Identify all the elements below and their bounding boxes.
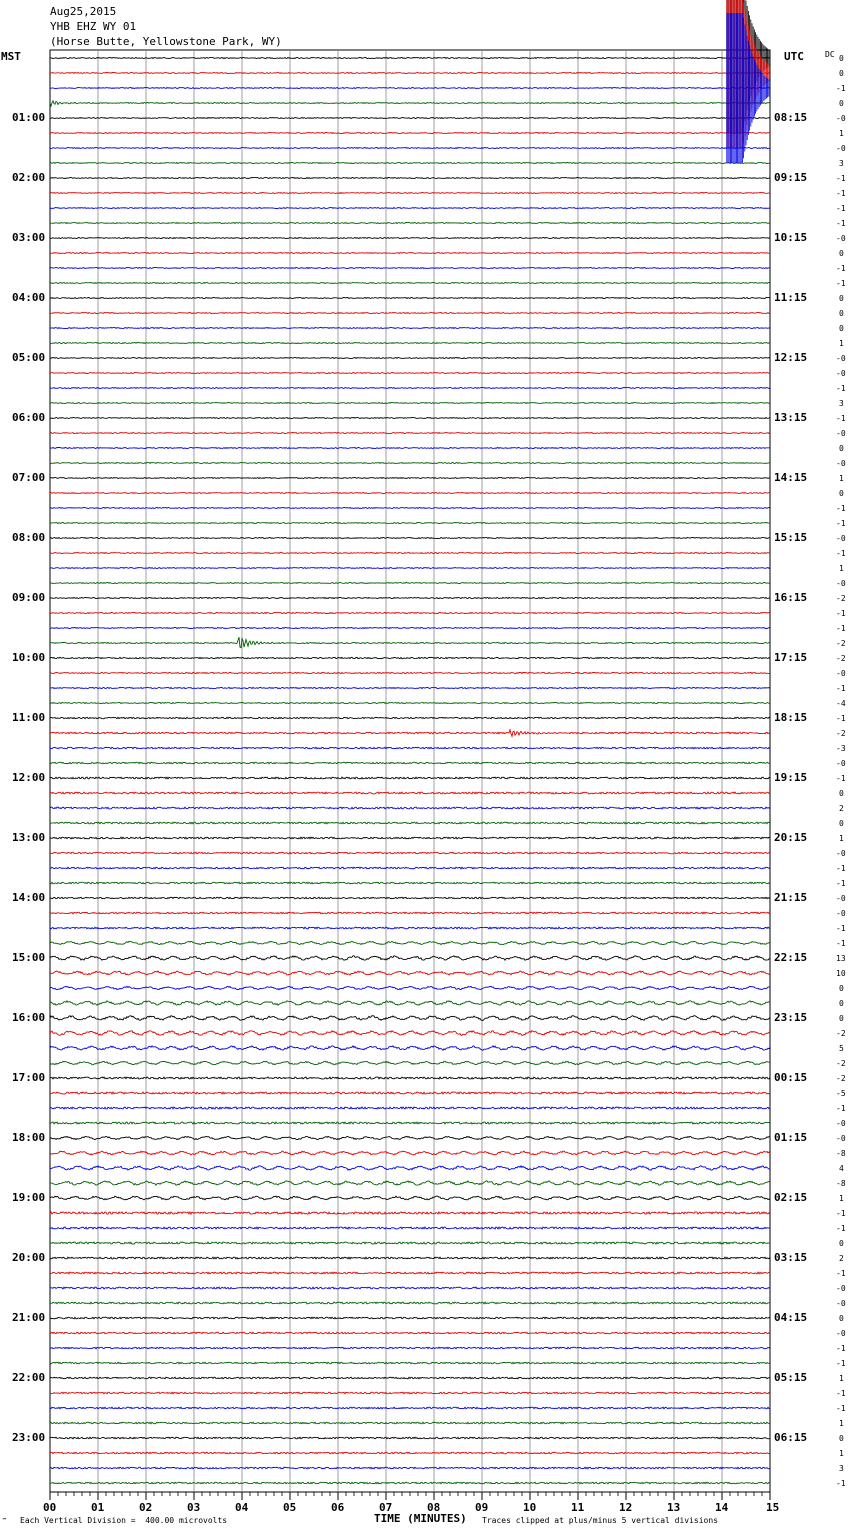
left-hour-label: 21:00	[12, 1311, 46, 1324]
dc-offset-header: DC	[825, 50, 835, 59]
dc-offset-value: 0	[839, 789, 844, 798]
left-hour-label: 12:00	[12, 771, 46, 784]
dc-offset-value: -8	[836, 1179, 846, 1188]
right-hour-label: 16:15	[774, 591, 808, 604]
dc-offset-value: -3	[836, 744, 846, 753]
dc-offset-value: 1	[839, 834, 844, 843]
dc-offset-value: 1	[839, 129, 844, 138]
x-tick-label: 14	[715, 1501, 729, 1514]
dc-offset-value: -2	[836, 1074, 846, 1083]
dc-offset-value: -2	[836, 1029, 846, 1038]
trace-line-78	[50, 1227, 770, 1229]
left-hour-label: 18:00	[12, 1131, 46, 1144]
right-hour-label: 08:15	[774, 111, 808, 124]
trace-line-51	[50, 822, 770, 824]
dc-offset-value: 4	[839, 1164, 844, 1173]
x-tick-label: 03	[187, 1501, 201, 1514]
dc-offset-value: -0	[836, 1329, 846, 1338]
right-hour-label: 15:15	[774, 531, 808, 544]
trace-line-28	[50, 478, 770, 479]
dc-offset-value: -0	[836, 144, 846, 153]
dc-offset-value: 0	[839, 999, 844, 1008]
trace-line-18	[50, 328, 770, 329]
left-hour-label: 15:00	[12, 951, 46, 964]
trace-line-55	[50, 882, 770, 884]
trace-line-27	[50, 463, 770, 464]
dc-offset-value: 0	[839, 1239, 844, 1248]
dc-offset-value: 3	[839, 159, 844, 168]
trace-line-46	[50, 747, 770, 748]
trace-line-15	[50, 283, 770, 284]
dc-offset-value: 2	[839, 1254, 844, 1263]
dc-offset-value: -1	[836, 174, 846, 183]
right-hour-label: 09:15	[774, 171, 808, 184]
trace-line-5	[50, 133, 770, 134]
left-hour-label: 23:00	[12, 1431, 46, 1444]
dc-offset-value: -1	[836, 204, 846, 213]
trace-line-89	[50, 1392, 770, 1394]
left-hour-label: 08:00	[12, 531, 46, 544]
right-hour-label: 13:15	[774, 411, 808, 424]
dc-offset-value: -1	[836, 924, 846, 933]
trace-line-36	[50, 597, 770, 598]
dc-offset-value: -1	[836, 84, 846, 93]
dc-offset-value: -0	[836, 1134, 846, 1143]
trace-line-80	[50, 1257, 770, 1259]
trace-line-11	[50, 223, 770, 224]
trace-line-79	[50, 1242, 770, 1244]
right-hour-label: 19:15	[774, 771, 808, 784]
trace-line-87	[50, 1362, 770, 1364]
x-tick-label: 05	[283, 1501, 297, 1514]
trace-line-88	[50, 1377, 770, 1379]
trace-line-38	[50, 627, 770, 628]
trace-line-48	[50, 777, 770, 779]
trace-line-71	[50, 1122, 770, 1124]
dc-offset-value: -1	[836, 189, 846, 198]
dc-offset-value: 0	[839, 819, 844, 828]
dc-offset-value: 0	[839, 444, 844, 453]
right-hour-label: 06:15	[774, 1431, 808, 1444]
trace-line-23	[50, 403, 770, 404]
dc-offset-value: -2	[836, 594, 846, 603]
dc-offset-value: 1	[839, 1194, 844, 1203]
dc-offset-value: -0	[836, 759, 846, 768]
trace-line-58	[50, 927, 770, 929]
dc-offset-value: -2	[836, 1059, 846, 1068]
dc-offset-value: 0	[839, 324, 844, 333]
dc-offset-value: -1	[836, 1479, 846, 1488]
right-hour-label: 21:15	[774, 891, 808, 904]
right-hour-label: 20:15	[774, 831, 808, 844]
dc-offset-value: -0	[836, 429, 846, 438]
trace-line-70	[50, 1107, 770, 1109]
x-tick-label: 06	[331, 1501, 345, 1514]
dc-offset-value: 1	[839, 339, 844, 348]
dc-offset-value: -1	[836, 264, 846, 273]
trace-line-53	[50, 852, 770, 854]
dc-offset-value: 0	[839, 489, 844, 498]
x-axis-title: TIME (MINUTES)	[374, 1512, 467, 1525]
trace-line-77	[50, 1212, 770, 1214]
trace-line-14	[50, 268, 770, 269]
trace-line-74	[50, 1166, 770, 1170]
dc-offset-value: 0	[839, 249, 844, 258]
station-location: (Horse Butte, Yellowstone Park, WY)	[50, 35, 282, 48]
trace-line-81	[50, 1272, 770, 1274]
dc-offset-value: -0	[836, 234, 846, 243]
trace-line-35	[50, 583, 770, 584]
trace-line-83	[50, 1302, 770, 1304]
trace-line-1	[50, 73, 770, 74]
dc-offset-value: -1	[836, 504, 846, 513]
dc-offset-value: -0	[836, 459, 846, 468]
trace-line-57	[50, 912, 770, 914]
dc-offset-value: 0	[839, 1314, 844, 1323]
dc-offset-value: -0	[836, 1284, 846, 1293]
dc-offset-value: -2	[836, 729, 846, 738]
dc-offset-value: 2	[839, 804, 844, 813]
left-hour-label: 06:00	[12, 411, 46, 424]
x-tick-label: 11	[571, 1501, 585, 1514]
station-code: YHB EHZ WY 01	[50, 20, 137, 33]
dc-offset-value: -0	[836, 1299, 846, 1308]
left-hour-label: 19:00	[12, 1191, 46, 1204]
trace-line-47	[50, 762, 770, 764]
dc-offset-value: -0	[836, 1119, 846, 1128]
trace-line-3	[50, 101, 770, 106]
left-hour-label: 10:00	[12, 651, 46, 664]
x-tick-label: 07	[379, 1501, 393, 1514]
trace-line-41	[50, 672, 770, 673]
trace-line-25	[50, 433, 770, 434]
x-tick-label: 04	[235, 1501, 249, 1514]
trace-line-93	[50, 1452, 770, 1454]
dc-offset-value: 13	[836, 954, 846, 963]
trace-line-42	[50, 687, 770, 688]
trace-line-0	[50, 57, 770, 58]
trace-line-7	[50, 163, 770, 164]
x-tick-label: 02	[139, 1501, 153, 1514]
trace-line-67	[50, 1061, 770, 1065]
trace-line-91	[50, 1422, 770, 1424]
left-hour-label: 07:00	[12, 471, 46, 484]
trace-line-31	[50, 523, 770, 524]
dc-offset-value: -1	[836, 714, 846, 723]
trace-line-45	[50, 730, 770, 737]
x-tick-label: 15	[766, 1501, 780, 1514]
dc-offset-value: 1	[839, 1449, 844, 1458]
trace-line-12	[50, 238, 770, 239]
trace-line-73	[50, 1151, 770, 1155]
dc-offset-value: -2	[836, 639, 846, 648]
trace-line-21	[50, 373, 770, 374]
dc-offset-value: -1	[836, 414, 846, 423]
trace-line-29	[50, 493, 770, 494]
trace-line-85	[50, 1332, 770, 1334]
dc-offset-value: -1	[836, 1209, 846, 1218]
trace-line-90	[50, 1407, 770, 1409]
trace-line-92	[50, 1437, 770, 1439]
dc-offset-value: -1	[836, 1104, 846, 1113]
dc-offset-value: -1	[836, 219, 846, 228]
x-tick-label: 13	[667, 1501, 681, 1514]
trace-line-95	[50, 1482, 770, 1484]
trace-line-37	[50, 612, 770, 613]
x-tick-label: 09	[475, 1501, 489, 1514]
trace-line-2	[50, 88, 770, 89]
left-hour-label: 22:00	[12, 1371, 46, 1384]
trace-line-54	[50, 867, 770, 869]
trace-line-49	[50, 792, 770, 794]
trace-line-63	[50, 1001, 770, 1005]
trace-line-39	[50, 637, 770, 648]
trace-line-16	[50, 298, 770, 299]
dc-offset-value: -0	[836, 849, 846, 858]
trace-line-52	[50, 837, 770, 839]
trace-line-4	[50, 118, 770, 119]
dc-offset-value: -0	[836, 369, 846, 378]
dc-offset-value: 1	[839, 474, 844, 483]
trace-line-20	[50, 358, 770, 359]
dc-offset-value: -1	[836, 624, 846, 633]
trace-line-69	[50, 1092, 770, 1094]
left-hour-label: 03:00	[12, 231, 46, 244]
trace-line-10	[50, 208, 770, 209]
trace-line-75	[50, 1181, 770, 1185]
dc-offset-value: 0	[839, 54, 844, 63]
dc-offset-value: -1	[836, 549, 846, 558]
right-hour-label: 10:15	[774, 231, 808, 244]
dc-offset-value: -1	[836, 1224, 846, 1233]
recording-date: Aug25,2015	[50, 5, 117, 18]
right-hour-label: 02:15	[774, 1191, 808, 1204]
dc-offset-value: -8	[836, 1149, 846, 1158]
trace-line-59	[50, 941, 770, 944]
left-hour-label: 09:00	[12, 591, 46, 604]
dc-offset-value: -1	[836, 279, 846, 288]
left-hour-label: 16:00	[12, 1011, 46, 1024]
dc-offset-value: 0	[839, 1014, 844, 1023]
dc-offset-value: -0	[836, 579, 846, 588]
dc-offset-value: -1	[836, 864, 846, 873]
right-hour-label: 01:15	[774, 1131, 808, 1144]
dc-offset-value: -1	[836, 774, 846, 783]
trace-line-17	[50, 313, 770, 314]
x-tick-label: 12	[619, 1501, 633, 1514]
trace-line-13	[50, 253, 770, 254]
trace-line-66	[50, 1046, 770, 1050]
dc-offset-value: -1	[836, 879, 846, 888]
right-hour-label: 04:15	[774, 1311, 808, 1324]
dc-offset-value: -0	[836, 534, 846, 543]
trace-line-94	[50, 1467, 770, 1469]
dc-offset-value: -1	[836, 1344, 846, 1353]
x-tick-label: 10	[523, 1501, 537, 1514]
right-hour-label: 00:15	[774, 1071, 808, 1084]
right-hour-label: 11:15	[774, 291, 808, 304]
trace-line-8	[50, 178, 770, 179]
dc-offset-value: 0	[839, 294, 844, 303]
right-hour-label: 17:15	[774, 651, 808, 664]
dc-offset-value: 5	[839, 1044, 844, 1053]
dc-offset-value: 0	[839, 309, 844, 318]
dc-offset-value: 0	[839, 984, 844, 993]
corner-mark: ‴	[2, 1517, 7, 1526]
right-timezone-label: UTC	[784, 50, 804, 63]
trace-line-24	[50, 418, 770, 419]
left-hour-label: 14:00	[12, 891, 46, 904]
trace-line-64	[50, 1016, 770, 1021]
trace-line-76	[50, 1196, 770, 1200]
trace-line-86	[50, 1347, 770, 1349]
dc-offset-value: -0	[836, 354, 846, 363]
dc-offset-value: -5	[836, 1089, 846, 1098]
dc-offset-value: 3	[839, 399, 844, 408]
dc-offset-value: -1	[836, 1359, 846, 1368]
dc-offset-value: -0	[836, 909, 846, 918]
trace-line-19	[50, 343, 770, 344]
trace-line-32	[50, 538, 770, 539]
trace-line-84	[50, 1317, 770, 1319]
trace-line-68	[50, 1077, 770, 1079]
right-hour-label: 14:15	[774, 471, 808, 484]
dc-offset-value: -0	[836, 894, 846, 903]
trace-line-82	[50, 1287, 770, 1289]
dc-offset-value: -1	[836, 1389, 846, 1398]
right-hour-label: 03:15	[774, 1251, 808, 1264]
dc-offset-value: -1	[836, 1269, 846, 1278]
right-hour-label: 18:15	[774, 711, 808, 724]
x-tick-label: 01	[91, 1501, 105, 1514]
trace-line-43	[50, 702, 770, 703]
trace-line-34	[50, 568, 770, 569]
left-hour-label: 20:00	[12, 1251, 46, 1264]
dc-offset-value: -1	[836, 684, 846, 693]
trace-line-50	[50, 807, 770, 809]
dc-offset-value: 1	[839, 564, 844, 573]
dc-offset-value: -1	[836, 384, 846, 393]
dc-offset-value: 3	[839, 1464, 844, 1473]
dc-offset-value: 10	[836, 969, 846, 978]
trace-line-22	[50, 388, 770, 389]
left-hour-label: 17:00	[12, 1071, 46, 1084]
trace-line-26	[50, 448, 770, 449]
dc-offset-value: -4	[836, 699, 846, 708]
right-hour-label: 12:15	[774, 351, 808, 364]
trace-line-65	[50, 1031, 770, 1036]
trace-line-60	[50, 956, 770, 960]
trace-line-72	[50, 1136, 770, 1139]
dc-offset-value: -1	[836, 609, 846, 618]
dc-offset-value: -1	[836, 519, 846, 528]
trace-line-6	[50, 148, 770, 149]
dc-offset-value: -0	[836, 114, 846, 123]
trace-line-30	[50, 508, 770, 509]
dc-offset-value: 0	[839, 1434, 844, 1443]
left-hour-label: 13:00	[12, 831, 46, 844]
left-hour-label: 11:00	[12, 711, 46, 724]
dc-offset-value: -2	[836, 654, 846, 663]
dc-offset-value: -0	[836, 669, 846, 678]
x-tick-label: 00	[43, 1501, 57, 1514]
trace-line-62	[50, 986, 770, 989]
dc-offset-value: 0	[839, 69, 844, 78]
clip-note: Traces clipped at plus/minus 5 vertical divisions	[482, 1516, 719, 1525]
left-timezone-label: MST	[1, 50, 21, 63]
left-hour-label: 02:00	[12, 171, 46, 184]
trace-line-61	[50, 971, 770, 975]
dc-offset-value: -1	[836, 1404, 846, 1413]
dc-offset-value: -1	[836, 939, 846, 948]
left-hour-label: 04:00	[12, 291, 46, 304]
right-hour-label: 22:15	[774, 951, 808, 964]
trace-line-40	[50, 657, 770, 658]
trace-line-9	[50, 193, 770, 194]
trace-line-56	[50, 897, 770, 899]
left-hour-label: 01:00	[12, 111, 46, 124]
plot-frame	[50, 50, 770, 1492]
trace-line-44	[50, 717, 770, 718]
right-hour-label: 23:15	[774, 1011, 808, 1024]
right-hour-label: 05:15	[774, 1371, 808, 1384]
dc-offset-value: 1	[839, 1374, 844, 1383]
x-tick-label: 08	[427, 1501, 441, 1514]
dc-offset-value: 1	[839, 1419, 844, 1428]
left-hour-label: 05:00	[12, 351, 46, 364]
dc-offset-value: 0	[839, 99, 844, 108]
trace-line-33	[50, 553, 770, 554]
scale-note: Each Vertical Division = 400.00 microvolts	[20, 1516, 228, 1525]
